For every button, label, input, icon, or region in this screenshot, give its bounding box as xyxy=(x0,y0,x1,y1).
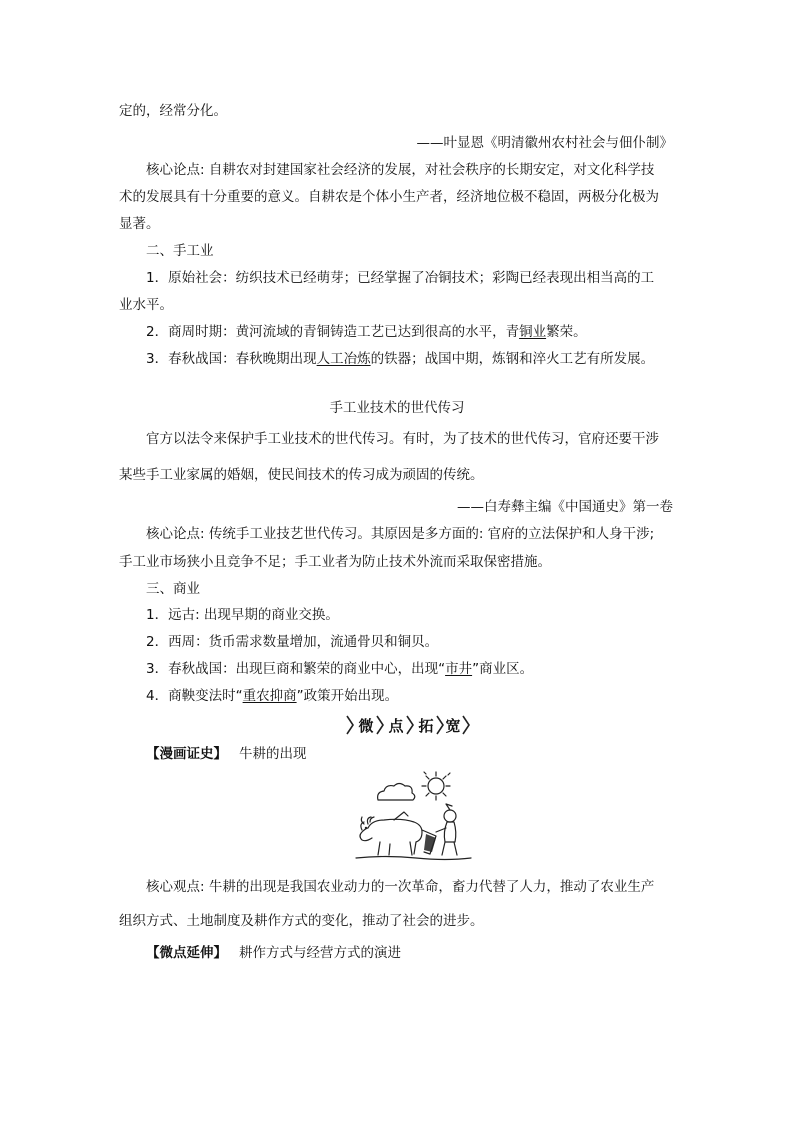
banner-char: 微 xyxy=(358,717,374,735)
extension-tag: 【微点延伸】 xyxy=(146,945,227,961)
comic-core-line-2: 组织方式、土地制度及耕作方式的变化，推动了社会的进步。 xyxy=(119,913,484,929)
agri-source: ——叶显恩《明清徽州农村社会与佃仆制》 xyxy=(416,135,673,151)
commerce-heading: 三、商业 xyxy=(146,581,200,597)
excerpt-title: 手工业技术的世代传习 xyxy=(329,400,465,416)
extension-heading xyxy=(146,943,401,963)
handicraft-heading: 二、手工业 xyxy=(146,243,214,259)
banner-char: 宽 xyxy=(445,717,461,735)
commerce-point-3: 3．春秋战国：出现巨商和繁荣的商业中心，出现“市井”商业区。 xyxy=(146,661,534,677)
excerpt-line-1: 官方以法令来保护手工业技术的世代传习。有时，为了技术的世代传习，官府还要干涉 xyxy=(146,431,659,447)
agri-core-line-1: 核心论点: 自耕农对封建国家社会经济的发展，对社会秩序的长期安定，对文化科学技 xyxy=(146,162,655,178)
excerpt-core-line-2: 手工业市场狭小且竞争不足；手工业者为防止技术外流而采取保密措施。 xyxy=(119,554,551,570)
handicraft-point-1a: 1．原始社会：纺织技术已经萌芽；已经掌握了冶铜技术；彩陶已经表现出相当高的工 xyxy=(146,270,655,286)
extension-title: 耕作方式与经营方式的演进 xyxy=(239,945,401,961)
comic-heading xyxy=(146,744,307,764)
excerpt-source: ——白寿彝主编《中国通史》第一卷 xyxy=(457,499,673,515)
comic-title: 牛耕的出现 xyxy=(239,746,307,762)
agri-continuation: 定的，经常分化。 xyxy=(119,103,227,119)
ox-plowing-illustration xyxy=(350,768,475,863)
commerce-point-1: 1．远古: 出现早期的商业交换。 xyxy=(146,607,339,623)
agri-core-line-2: 术的发展具有十分重要的意义。自耕农是个体小生产者，经济地位极不稳固，两极分化极为 xyxy=(119,189,659,205)
excerpt-core-line-1: 核心论点: 传统手工业技艺世代传习。其原因是多方面的: 官府的立法保护和人身干涉; xyxy=(146,526,655,542)
keyword-underline: 市井 xyxy=(445,661,473,677)
commerce-point-4: 4．商鞅变法时“重农抑商”政策开始出现。 xyxy=(146,688,399,704)
banner-char: 点 xyxy=(388,717,404,735)
commerce-point-2: 2．西周：货币需求数量增加，流通骨贝和铜贝。 xyxy=(146,634,439,650)
comic-core-line-1: 核心观点: 牛耕的出现是我国农业动力的一次革命，畜力代替了人力，推动了农业生产 xyxy=(146,879,655,895)
handicraft-point-1b: 业水平。 xyxy=(119,297,173,313)
excerpt-line-2: 某些手工业家属的婚姻，使民间技术的传习成为顽固的传统。 xyxy=(119,467,484,483)
banner-char: 拓 xyxy=(418,717,434,735)
section-banner xyxy=(345,714,471,736)
keyword-underline: 铜业 xyxy=(519,324,547,340)
handicraft-point-2: 2．商周时期：黄河流域的青铜铸造工艺已达到很高的水平，青铜业繁荣。 xyxy=(146,324,587,340)
keyword-underline: 人工冶炼 xyxy=(316,351,371,367)
agri-core-line-3: 显著。 xyxy=(119,216,160,232)
handicraft-point-3: 3．春秋战国：春秋晚期出现人工冶炼的铁器；战国中期，炼钢和淬火工艺有所发展。 xyxy=(146,351,655,367)
keyword-underline: 重农抑商 xyxy=(242,688,297,704)
comic-tag: 【漫画证史】 xyxy=(146,746,227,762)
